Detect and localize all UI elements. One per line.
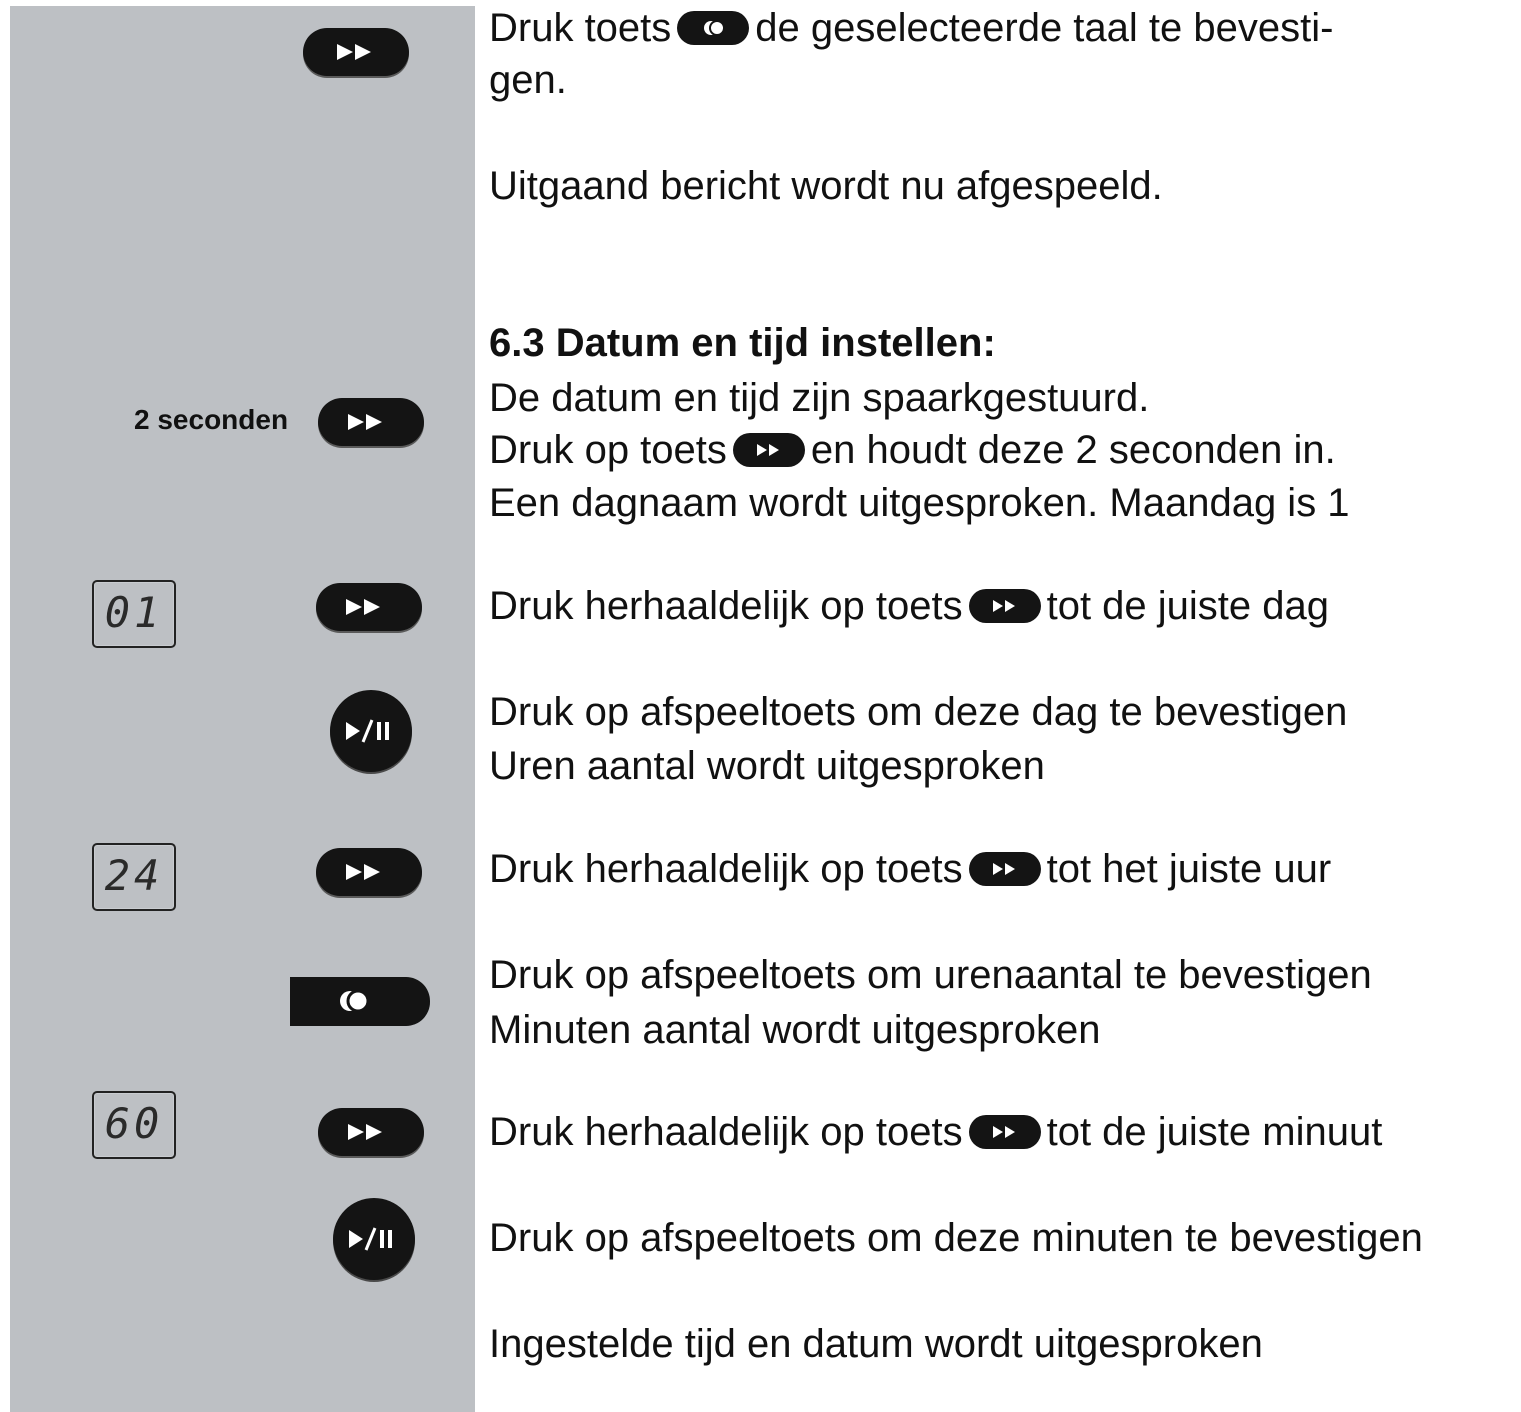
inline-key: [969, 1115, 1041, 1149]
hold-duration-label: 2 seconden: [134, 404, 289, 435]
fast-forward-button[interactable]: [318, 398, 424, 446]
outgoing-message-note: Uitgaand bericht wordt nu afgespeeld.: [489, 164, 1163, 208]
hour-display: [92, 843, 176, 911]
fast-forward-icon: [316, 583, 422, 631]
instruction-text: de geselecteerde taal te bevesti-: [755, 6, 1334, 50]
confirm-day-instruction: Druk op afspeeltoets om deze dag te bevestigen: [489, 690, 1348, 734]
confirm-language-instruction: [489, 2, 1333, 54]
confirm-hours-instruction: Druk op afspeeltoets om urenaantal te bevestigen: [489, 953, 1372, 997]
play-pause-icon: [333, 1198, 415, 1280]
instruction-text: tot de juiste dag: [1046, 584, 1330, 628]
instruction-text: Druk herhaaldelijk op toets: [489, 847, 963, 891]
confirm-language-continued: gen.: [489, 58, 567, 102]
fast-forward-icon: [969, 852, 1041, 886]
fast-forward-button[interactable]: [316, 583, 422, 631]
minute-display-value: 60: [104, 1099, 164, 1148]
instruction-text: tot het juiste uur: [1046, 847, 1332, 891]
hour-display-value: 24: [104, 851, 164, 900]
fast-forward-button[interactable]: [316, 848, 422, 896]
instruction-text: Druk herhaaldelijk op toets: [489, 584, 963, 628]
final-spoken-note: Ingestelde tijd en datum wordt uitgesproken: [489, 1322, 1263, 1366]
inline-key: [733, 433, 805, 467]
instruction-text: Druk toets: [489, 6, 672, 50]
section-heading: 6.3 Datum en tijd instellen:: [489, 321, 996, 365]
fast-forward-icon: [303, 28, 409, 76]
play-pause-button[interactable]: [330, 690, 412, 772]
play-pause-icon: [330, 690, 412, 772]
fast-forward-icon: [733, 433, 805, 467]
toggle-icon: [290, 977, 430, 1026]
minutes-spoken-note: Minuten aantal wordt uitgesproken: [489, 1008, 1101, 1052]
day-display-value: 01: [104, 588, 164, 637]
toggle-button[interactable]: [290, 977, 430, 1026]
confirm-minutes-instruction: Druk op afspeeltoets om deze minuten te bevestigen: [489, 1216, 1423, 1260]
play-pause-button[interactable]: [333, 1198, 415, 1280]
hold-instruction: [489, 424, 1336, 476]
instruction-text: Druk herhaaldelijk op toets: [489, 1110, 963, 1154]
inline-key: [677, 11, 749, 45]
day-display: [92, 580, 176, 648]
fast-forward-icon: [969, 1115, 1041, 1149]
set-hour-instruction: [489, 843, 1331, 895]
fast-forward-button[interactable]: [318, 1108, 424, 1156]
instruction-text: en houdt deze 2 seconden in.: [810, 428, 1336, 472]
set-minute-instruction: [489, 1106, 1382, 1158]
fast-forward-icon: [969, 589, 1041, 623]
hours-spoken-note: Uren aantal wordt uitgesproken: [489, 744, 1045, 788]
set-day-instruction: [489, 580, 1329, 632]
inline-key: [969, 852, 1041, 886]
instruction-text: tot de juiste minuut: [1046, 1110, 1383, 1154]
day-spoken-note: Een dagnaam wordt uitgesproken. Maandag is 1: [489, 481, 1350, 525]
fast-forward-icon: [316, 848, 422, 896]
fast-forward-icon: [318, 398, 424, 446]
fast-forward-button[interactable]: [303, 28, 409, 76]
instruction-text: Druk op toets: [489, 428, 727, 472]
minute-display: [92, 1091, 176, 1159]
fast-forward-icon: [318, 1108, 424, 1156]
inline-key: [969, 589, 1041, 623]
battery-note: De datum en tijd zijn spaarkgestuurd.: [489, 376, 1150, 420]
key-icon: [677, 11, 749, 45]
